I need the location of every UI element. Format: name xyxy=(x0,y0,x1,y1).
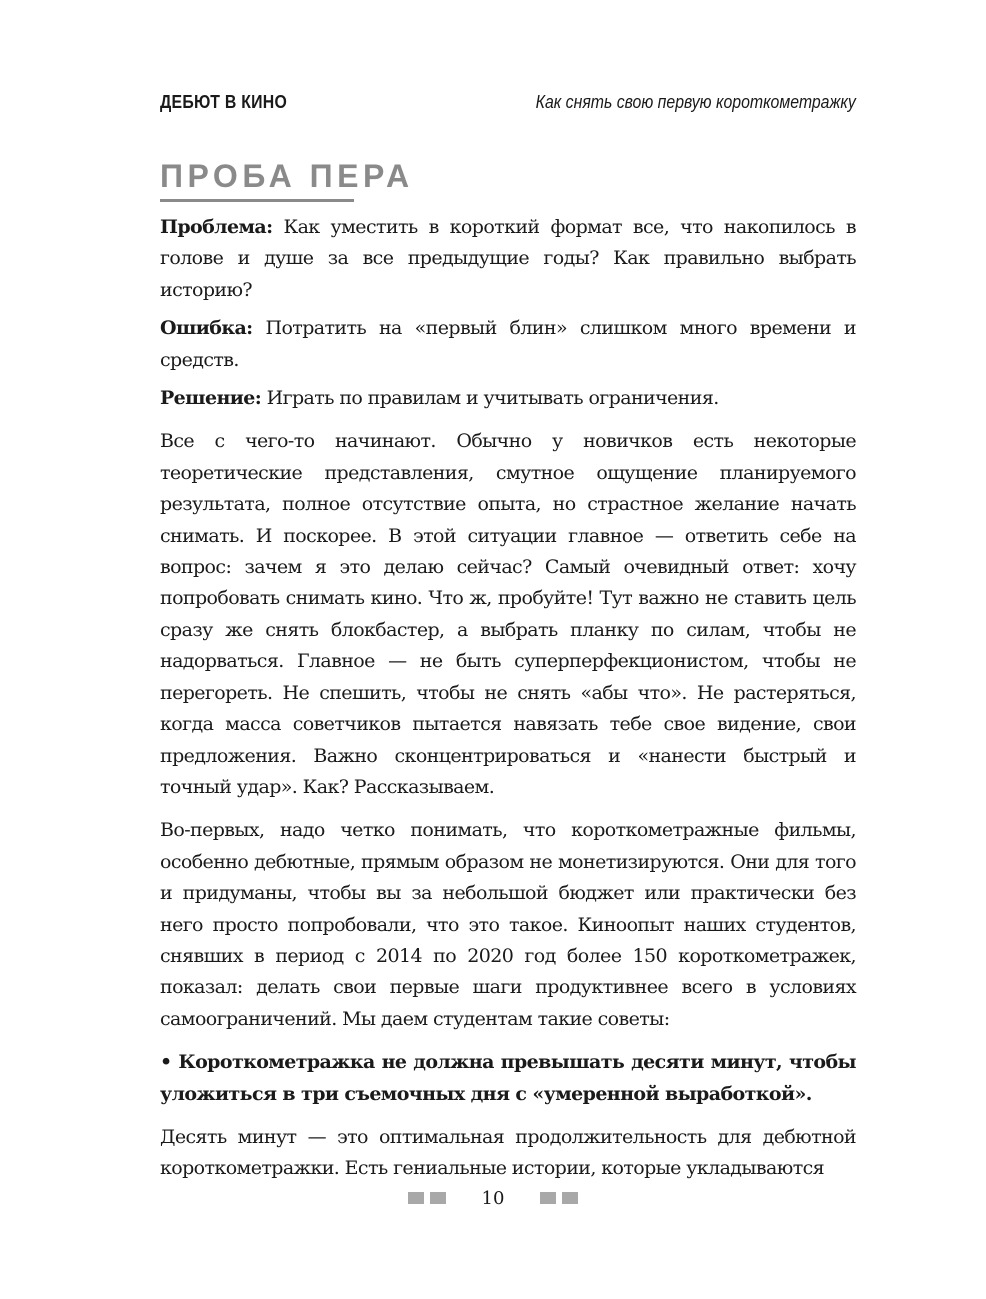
problem-solution-block xyxy=(160,212,856,414)
square-ornament xyxy=(430,1192,446,1204)
bullet-advice: • Короткометражка не должна превышать десяти минут, чтобы уложиться в три съемочных дня с «умеренной выработкой». xyxy=(160,1051,856,1105)
chapter-title: ПРОБА ПЕРА xyxy=(160,158,414,194)
paragraph-intro: Все с чего-то начинают. Обычно у новичков есть некоторые теоретические представления, смутное ощущение планируемого результата, полное отсутствие опыта, но страстное желание начать снимать. И поскорее. В этой ситуации главное — ответить себе на вопрос: зачем я это делаю сейчас? Самый очевидный ответ: хочу попробовать снимать кино. Что ж, пробуйте! Тут важно не ставить цель сразу же снять блокбастер, а выбрать планку по силам, чтобы не надорваться. Главное — не быть суперперфекционистом, чтобы не перегореть. Не спешить, чтобы не снять «абы что». Не растеряться, когда масса советчиков пытается навязать тебе свое видение, свои предложения. Важно сконцентрироваться и «нанести быстрый и точный удар». Как? Рассказываем. xyxy=(160,430,856,798)
solution-text: Играть по правилам и учитывать ограничения. xyxy=(261,387,719,410)
problem-statement xyxy=(160,212,856,306)
page-number: 10 xyxy=(481,1187,505,1209)
footer-ornament-right xyxy=(540,1192,578,1204)
page-footer xyxy=(0,1183,986,1213)
solution-label: Решение: xyxy=(160,387,262,410)
square-ornament xyxy=(408,1192,424,1204)
page-body xyxy=(160,212,856,1185)
problem-text: Как уместить в короткий формат все, что накопилось в голове и душе за все предыдущие годы? Как правильно выбрать историю? xyxy=(160,216,856,301)
mistake-statement xyxy=(160,313,856,376)
solution-statement xyxy=(160,383,856,414)
footer-ornament-left xyxy=(408,1192,446,1204)
book-title: ДЕБЮТ В КИНО xyxy=(160,92,288,112)
book-subtitle: Как снять свою первую короткометражку xyxy=(535,92,856,112)
paragraph-first-point: Во-первых, надо четко понимать, что короткометражные фильмы, особенно дебютные, прямым образом не монетизируются. Они для того и придуманы, чтобы вы за небольшой бюджет или практически без него просто попробовали, что это такое. Киноопыт наших студентов, снявших в период с 2014 по 2020 год более 150 короткометражек, показал: делать свои первые шаги продуктивнее всего в условиях самоограничений. Мы даем студентам такие советы: xyxy=(160,819,856,1030)
paragraph-closing: Десять минут — это оптимальная продолжительность для дебютной короткометражки. Есть гениальные истории, которые укладываются xyxy=(160,1125,856,1180)
running-header xyxy=(160,92,856,120)
mistake-label: Ошибка: xyxy=(160,317,253,340)
problem-label: Проблема: xyxy=(160,216,273,238)
square-ornament xyxy=(540,1192,556,1204)
square-ornament xyxy=(562,1192,578,1204)
mistake-text: Потратить на «первый блин» слишком много времени и средств. xyxy=(160,317,856,371)
chapter-title-underline xyxy=(160,199,354,202)
